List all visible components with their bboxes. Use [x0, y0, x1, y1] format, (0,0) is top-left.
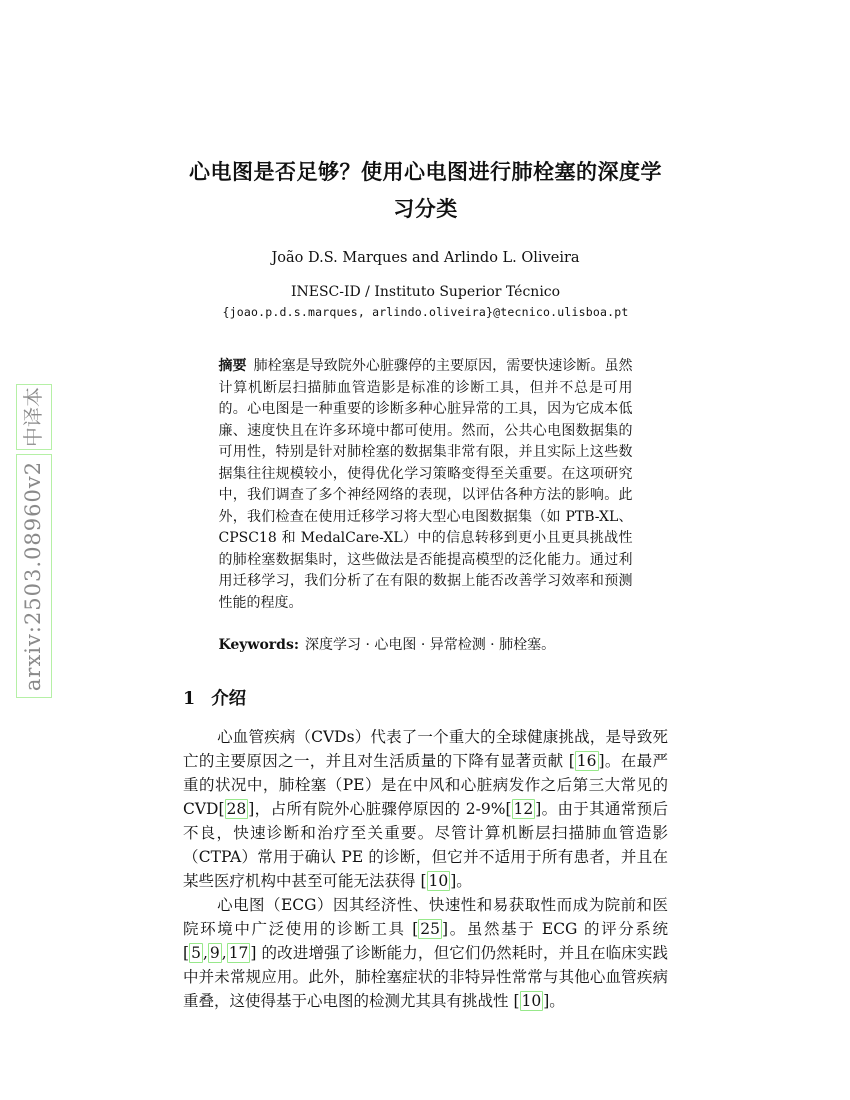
paragraph: 心电图（ECG）因其经济性、快速性和易获取性而成为院前和医院环境中广泛使用的诊断工具 [ 25 ]。虽然基于 ECG 的评分系统 [ 5 , 9 , 17 ] 的改进增强了诊断能力，但它们仍然耗时，并且在临床实践中并未常规应用。此外，肺栓塞症状的非特异性常常与其他心血管疾病重叠，这使得基于心电图的检测尤其具有挑战性 [ 10 ]。	[183, 896, 668, 1010]
citation-number: 25	[420, 920, 440, 938]
citation-link[interactable]: [ 5 , 9 , 17 ]	[183, 944, 257, 962]
email-line: {joao.p.d.s.marques, arlindo.oliveira}@tecnico.ulisboa.pt	[222, 305, 629, 319]
citation-number: 17	[228, 944, 249, 962]
citation-link[interactable]: [ 12 ]	[505, 800, 542, 818]
affiliation-line: INESC-ID / Instituto Superior Técnico	[290, 284, 561, 300]
citation-number: 10	[428, 872, 449, 890]
keywords-label: Keywords:	[218, 637, 300, 653]
keywords-line	[219, 635, 633, 656]
citation-link[interactable]: [ 16 ]	[568, 752, 605, 770]
citation-link[interactable]: [ 10 ]	[420, 872, 457, 890]
paragraph: 心血管疾病（CVDs）代表了一个重大的全球健康挑战，是导致死亡的主要原因之一，并且对生活质量的下降有显著贡献 [ 16 ]。在最严重的状况中，肺栓塞（PE）是在中风和心脏病发作之后第三大常见的 CVD[ 28 ]，占所有院外心脏骤停原因的 2-9%[ 12 ]。由于其通常预后不良，快速诊断和治疗至关重要。尽管计算机断层扫描肺血管造影（CTPA）常用于确认 PE 的诊断，但它并不适用于所有患者，并且在某些医疗机构中甚至可能无法获得 [ 10 ]。	[183, 728, 668, 890]
abstract-block	[219, 356, 633, 656]
paper-title: 心电图是否足够？使用心电图进行肺栓塞的深度学习分类	[189, 159, 662, 221]
citation-link[interactable]: [ 10 ]	[513, 992, 550, 1010]
citation-number: 12	[513, 800, 534, 818]
section-heading	[183, 685, 668, 710]
abstract-text: 肺栓塞是导致院外心脏骤停的主要原因，需要快速诊断。虽然计算机断层扫描肺血管造影是标准的诊断工具，但并不总是可用的。心电图是一种重要的诊断多种心脏异常的工具，因为它成本低廉、速度快且在许多环境中都可使用。然而，公共心电图数据集的可用性，特别是针对肺栓塞的数据集非常有限，并且实际上这些数据集往往规模较小，使得优化学习策略变得至关重要。在这项研究中，我们调查了多个神经网络的表现，以评估各种方法的影响。此外，我们检查在使用迁移学习将大型心电图数据集（如 PTB-XL、CPSC18 和 MedalCare-XL）中的信息转移到更小且更具挑战性的肺栓塞数据集时，这些做法是否能提高模型的泛化能力。通过利用迁移学习，我们分析了在有限的数据上能否改善学习效率和预测性能的程度。	[218, 358, 633, 611]
citation-number: 28	[226, 800, 247, 818]
citation-link[interactable]: [ 25 ]	[412, 920, 449, 938]
citation-number: 16	[576, 752, 597, 770]
intro-paragraphs	[183, 725, 668, 1013]
citation-link[interactable]: [ 28 ]	[218, 800, 255, 818]
translation-badge[interactable]: 中译本	[16, 384, 52, 450]
citation-number: 5	[191, 944, 201, 962]
keywords-text: 深度学习 · 心电图 · 异常检测 · 肺栓塞。	[305, 637, 556, 653]
authors-line: João D.S. Marques and Arlindo L. Oliveira	[271, 250, 580, 266]
citation-number: 10	[521, 992, 542, 1010]
section-number: 1	[183, 689, 196, 709]
paper-content	[183, 0, 668, 1013]
section-title: 介绍	[211, 689, 247, 709]
abstract-label: 摘要	[218, 358, 247, 374]
abstract-paragraph	[219, 356, 633, 614]
arxiv-id-watermark[interactable]: arxiv:2503.08960v2	[16, 454, 52, 698]
citation-number: 9	[209, 944, 220, 962]
